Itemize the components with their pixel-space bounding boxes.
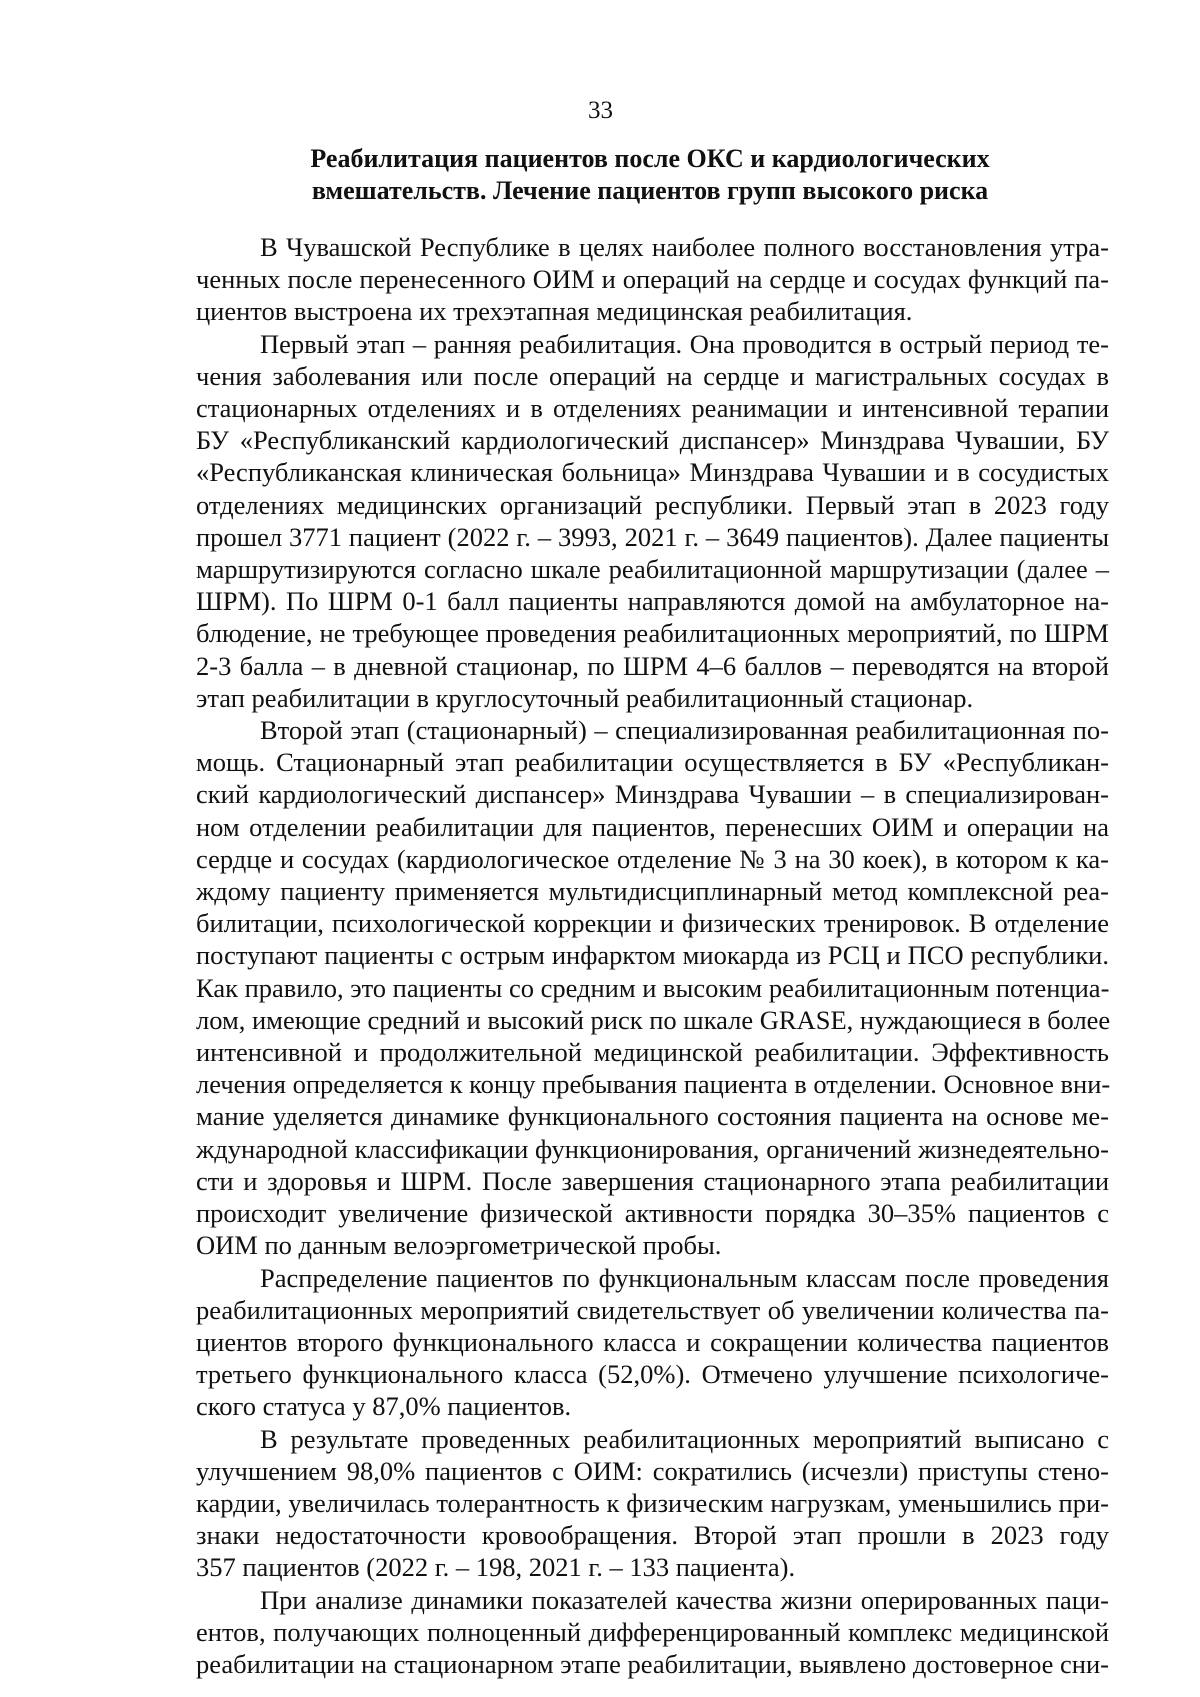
paragraph-line: В результате проведенных реабилитационных мероприятий выписано с bbox=[260, 1423, 1109, 1454]
paragraph-line: ченных после перенесенного ОИМ и операций на сердце и сосудах функций па- bbox=[196, 264, 1109, 295]
paragraph-line: мощь. Стационарный этап реабилитации осуществляется в БУ «Республикан- bbox=[196, 747, 1109, 778]
section-title-line-1: Реабилитация пациентов после ОКС и кардиологических bbox=[310, 144, 990, 173]
paragraph-line: ский кардиологический диспансер» Минздрава Чувашии – в специализирован- bbox=[196, 779, 1109, 810]
paragraph-line: чения заболевания или после операций на сердце и магистральных сосудах в bbox=[196, 360, 1109, 391]
paragraph bbox=[196, 1262, 1109, 1423]
paragraph-line: этап реабилитации в круглосуточный реабилитационный стационар. bbox=[196, 682, 974, 713]
paragraph-line: знаки недостаточности кровообращения. Второй этап прошли в 2023 году bbox=[196, 1520, 1109, 1551]
paragraph-line: сти и здоровья и ШРМ. После завершения стационарного этапа реабилитации bbox=[196, 1165, 1109, 1196]
paragraph-line: При анализе динамики показателей качества жизни оперированных паци- bbox=[260, 1584, 1109, 1615]
paragraph-line: Как правило, это пациенты со средним и высоким реабилитационным потенциа- bbox=[196, 972, 1110, 1003]
paragraph-line: ского статуса у 87,0% пациентов. bbox=[196, 1391, 572, 1422]
paragraph-line: отделениях медицинских организаций республики. Первый этап в 2023 году bbox=[196, 489, 1109, 520]
paragraph-line: улучшением 98,0% пациентов с ОИМ: сократились (исчезли) приступы стено- bbox=[196, 1455, 1109, 1486]
paragraph-line: лом, имеющие средний и высокий риск по шкале GRASE, нуждающиеся в более bbox=[196, 1004, 1111, 1035]
paragraph-line: ном отделении реабилитации для пациентов, перенесших ОИМ и операции на bbox=[196, 811, 1109, 842]
paragraph-line: ждому пациенту применяется мультидисциплинарный метод комплексной реа- bbox=[196, 876, 1109, 907]
paragraph bbox=[196, 328, 1109, 714]
paragraph-line: циентов выстроена их трехэтапная медицинская реабилитация. bbox=[196, 296, 913, 327]
paragraph-line: стационарных отделениях и в отделениях реанимации и интенсивной терапии bbox=[196, 393, 1109, 424]
paragraph-line: реабилитации на стационарном этапе реабилитации, выявлено достоверное сни- bbox=[196, 1648, 1109, 1679]
section-title-line-2: вмешательств. Лечение пациентов групп высокого риска bbox=[311, 176, 989, 205]
paragraph-line: кардии, увеличилась толерантность к физическим нагрузкам, уменьшились при- bbox=[196, 1487, 1109, 1518]
paragraph bbox=[196, 1423, 1109, 1584]
paragraph-line: поступают пациенты с острым инфарктом миокарда из РСЦ и ПСО республики. bbox=[196, 940, 1109, 971]
paragraph-line: ждународной классификации функционирования, органичений жизнедеятельно- bbox=[196, 1133, 1109, 1164]
document-body bbox=[196, 231, 1109, 1680]
paragraph-line: билитации, психологической коррекции и физических тренировок. В отделение bbox=[196, 908, 1109, 939]
paragraph-line: БУ «Республиканский кардиологический диспансер» Минздрава Чувашии, БУ bbox=[196, 425, 1109, 456]
paragraph-line: ШРМ). По ШРМ 0-1 балл пациенты направляются домой на амбулаторное на- bbox=[196, 586, 1109, 617]
paragraph bbox=[196, 231, 1109, 328]
paragraph-line: ОИМ по данным велоэргометрической пробы. bbox=[196, 1230, 722, 1261]
paragraph-line: Второй этап (стационарный) – специализированная реабилитационная по- bbox=[260, 715, 1109, 746]
paragraph-line: третьего функционального класса (52,0%). Отмечено улучшение психологиче- bbox=[196, 1359, 1109, 1390]
paragraph-line: лечения определяется к концу пребывания пациента в отделении. Основное вни- bbox=[196, 1069, 1111, 1100]
paragraph bbox=[196, 1584, 1109, 1681]
paragraph-line: происходит увеличение физической активности порядка 30–35% пациентов с bbox=[196, 1198, 1109, 1229]
paragraph-line: 2-3 балла – в дневной стационар, по ШРМ 4–6 баллов – переводятся на второй bbox=[196, 650, 1109, 681]
paragraph-line: интенсивной и продолжительной медицинской реабилитации. Эффективность bbox=[196, 1037, 1109, 1068]
paragraph-line: Распределение пациентов по функциональным классам после проведения bbox=[260, 1262, 1109, 1293]
paragraph-line: В Чувашской Республике в целях наиболее полного восстановления утра- bbox=[260, 232, 1109, 262]
paragraph-line: ентов, получающих полноценный дифференцированный комплекс медицинской bbox=[196, 1616, 1109, 1647]
paragraph-line: сердце и сосудах (кардиологическое отделение № 3 на 30 коек), в котором к ка- bbox=[196, 843, 1109, 874]
paragraph-line: маршрутизируются согласно шкале реабилитационной маршрутизации (далее – bbox=[196, 554, 1109, 585]
paragraph-line: реабилитационных мероприятий свидетельствует об увеличении количества па- bbox=[196, 1294, 1109, 1325]
paragraph-line: «Республиканская клиническая больница» Минздрава Чувашии и в сосудистых bbox=[196, 457, 1109, 488]
paragraph-line: циентов второго функционального класса и сокращении количества пациентов bbox=[196, 1326, 1109, 1357]
page-number: 33 bbox=[588, 97, 613, 124]
section-title bbox=[200, 143, 1100, 207]
paragraph-line: 357 пациентов (2022 г. – 198, 2021 г. – 133 пациента). bbox=[196, 1552, 796, 1583]
paragraph-line: прошел 3771 пациент (2022 г. – 3993, 2021 г. – 3649 пациентов). Далее пациенты bbox=[196, 521, 1109, 552]
paragraph-line: блюдение, не требующее проведения реабилитационных мероприятий, по ШРМ bbox=[196, 618, 1109, 649]
paragraph bbox=[196, 714, 1109, 1261]
paragraph-line: мание уделяется динамике функционального состояния пациента на основе ме- bbox=[196, 1101, 1109, 1132]
paragraph-line: Первый этап – ранняя реабилитация. Она проводится в острый период те- bbox=[260, 328, 1109, 359]
